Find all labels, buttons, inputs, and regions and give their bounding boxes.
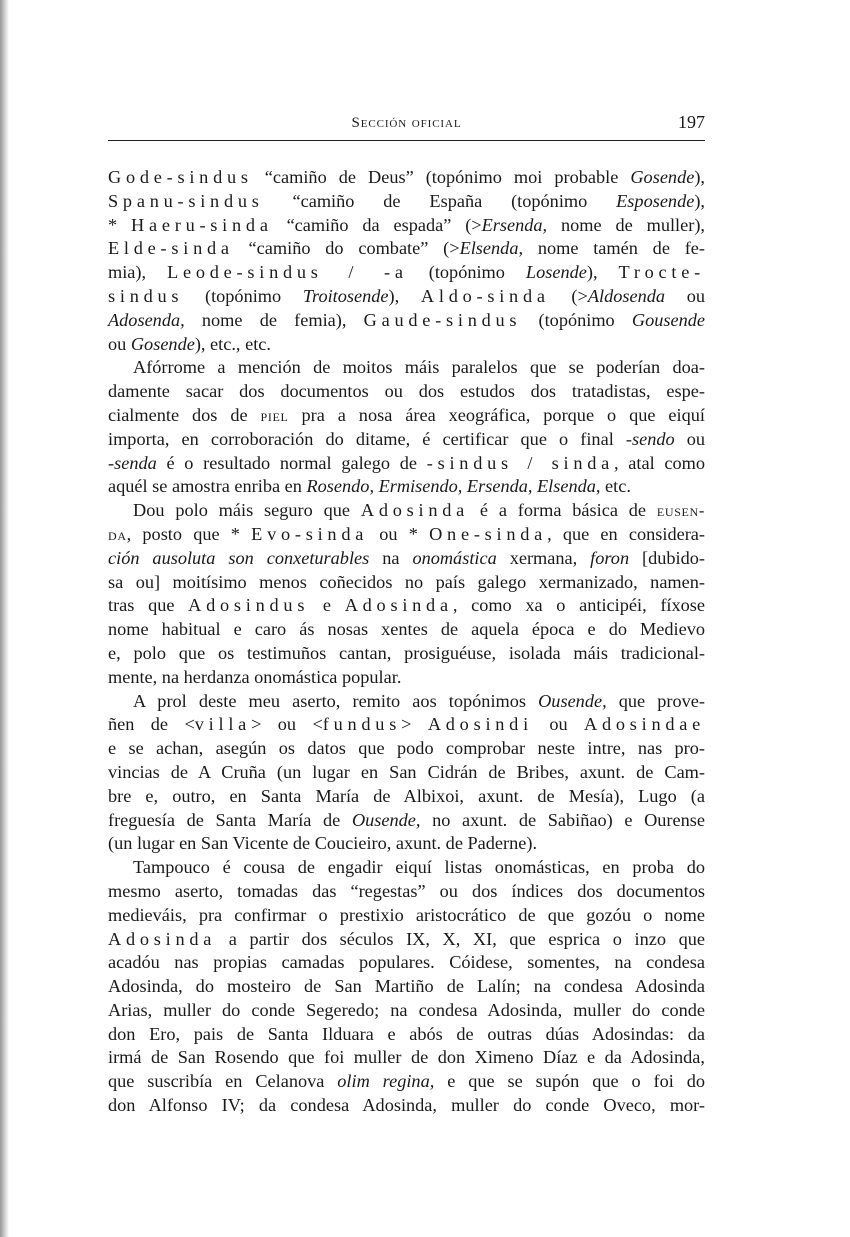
- italic-text: Esposende: [616, 190, 695, 211]
- text-line: [108, 571, 705, 595]
- spaced-text: Adosindae: [584, 714, 706, 735]
- italic-text: olim regina,: [337, 1071, 435, 1092]
- text: que prove-: [606, 690, 705, 711]
- text: *: [108, 214, 132, 235]
- text: Dou polo máis seguro que: [133, 500, 361, 521]
- text: Arias, muller do conde Segeredo; na condesa Adosinda, muller do conde: [108, 999, 705, 1020]
- text-line: [108, 166, 705, 190]
- text: (un lugar en San Vicente de Coucieiro, axunt. de Paderne).: [108, 833, 538, 854]
- text: freguesía de Santa María de: [108, 809, 352, 830]
- text: irmá de San Rosendo que foi muller de don Ximeno Díaz e da Adosinda,: [108, 1047, 705, 1068]
- text: don Alfonso IV; da condesa Adosinda, muller do conde Oveco, mor-: [108, 1095, 705, 1116]
- text: >: [401, 714, 428, 735]
- paragraph: [108, 166, 705, 356]
- text: (topónimo: [183, 285, 303, 306]
- text-line: [108, 594, 705, 618]
- text: ou: [532, 714, 584, 735]
- text: “camiño de España (topónimo: [263, 190, 617, 211]
- text: ou: [674, 428, 706, 449]
- text: é o resultado normal galego de: [156, 452, 427, 473]
- spaced-text: Adosinda: [360, 500, 470, 521]
- text-line: [108, 380, 705, 404]
- text-line: [108, 642, 705, 666]
- text: ou: [665, 285, 706, 306]
- spaced-text: Leode-sindus / -a: [167, 262, 408, 283]
- text: Tampouco é cousa de engadir eiquí listas onomásticas, en proba do: [133, 857, 705, 878]
- spaced-text: Elde-sinda: [108, 238, 234, 259]
- spaced-text: Aldo-sinda: [420, 285, 550, 306]
- text-line: [108, 999, 705, 1023]
- text: , como xa o anticipéi, fíxose: [452, 595, 705, 616]
- text: “camiño de Deus” (topónimo moi probable: [252, 167, 631, 187]
- text: etc.: [600, 476, 631, 497]
- spaced-text: sindus: [108, 285, 184, 306]
- header-rule: [108, 140, 705, 141]
- spaced-text: Adosinda: [344, 595, 453, 616]
- paragraph: [108, 690, 705, 857]
- italic-text: Losende: [525, 262, 587, 283]
- text: cialmente dos de: [108, 404, 261, 425]
- text: , posto que *: [126, 523, 252, 544]
- italic-text: Ousende,: [351, 809, 421, 830]
- text-line: [108, 475, 705, 499]
- italic-text: Ersenda,: [481, 214, 548, 235]
- text: nome tamén de fe-: [523, 238, 706, 259]
- text: medieváis, pra confirmar o prestixio aristocrático de que gozóu o nome: [108, 904, 705, 925]
- text: acadóu nas propias camadas populares. Cóidese, somentes, na condesa: [108, 952, 705, 973]
- text-line: [108, 285, 705, 309]
- text-line: [108, 309, 705, 333]
- paragraph: [108, 856, 705, 1118]
- text: > ou <: [251, 714, 323, 735]
- text-line: [108, 737, 705, 761]
- text: tras que: [108, 595, 189, 616]
- text: a partir dos séculos IX, X, XI, que esprica o inzo que: [216, 928, 705, 949]
- text: mia),: [108, 262, 168, 283]
- text-line: [108, 928, 705, 952]
- text: bre e, outro, en Santa María de Albixoi, axunt. de Mesía), Lugo (a: [108, 785, 705, 806]
- text: , que en considera-: [547, 523, 705, 544]
- text: é a forma básica de: [469, 500, 657, 521]
- spaced-text: Evo-sinda: [251, 523, 369, 544]
- text-line: [108, 809, 705, 833]
- text-line: [108, 1023, 705, 1047]
- text: nome habitual e caro ás nosas xentes de aquela época e do Medievo: [108, 619, 705, 640]
- text: ),: [586, 262, 619, 283]
- text-line: [108, 404, 705, 428]
- text: (>: [549, 285, 588, 306]
- italic-text: Gousende: [631, 309, 705, 330]
- page-number: 197: [678, 112, 705, 132]
- page-header: [108, 112, 705, 138]
- text: aquél se amostra enriba en: [108, 476, 307, 497]
- text: ),: [388, 285, 421, 306]
- text: e: [309, 595, 345, 616]
- text: que suscribía en Celanova: [108, 1071, 338, 1092]
- spaced-text: villa: [194, 714, 252, 735]
- text: ),: [694, 167, 705, 187]
- italic-text: Aldosenda: [587, 285, 666, 306]
- spaced-text: Adosinda: [108, 928, 217, 949]
- italic-text: ción ausoluta son conxeturables: [108, 547, 370, 568]
- text-line: [108, 356, 705, 380]
- italic-text: Ousende,: [538, 690, 607, 711]
- text-line: [108, 547, 705, 571]
- spaced-text: Gaude-sindus: [363, 309, 522, 330]
- text-line: [108, 261, 705, 285]
- text-line: [108, 1094, 705, 1118]
- text: [dubido-: [629, 547, 706, 568]
- text-line: [108, 713, 705, 737]
- text-line: [108, 523, 705, 547]
- text: A prol deste meu aserto, remito aos topónimos: [133, 690, 539, 711]
- text-line: [108, 452, 705, 476]
- text: e, polo que os testimuños cantan, prosiguéuse, isolada máis tradicional-: [108, 642, 705, 663]
- italic-text: Troitosende: [302, 285, 389, 306]
- italic-text: foron: [590, 547, 630, 568]
- spaced-text: Gode-sindus: [108, 167, 253, 187]
- spaced-text: -sindus / sinda: [426, 452, 615, 473]
- text: (topónimo: [407, 262, 526, 283]
- text-line: [108, 880, 705, 904]
- text: importa, en corroboración do ditame, é certificar que o final: [108, 428, 626, 449]
- text: na: [369, 547, 413, 568]
- text: ñen de <: [108, 714, 195, 735]
- text: mesmo aserto, tomadas das “regestas” ou dos índices dos documentos: [108, 880, 705, 901]
- paragraph: [108, 499, 705, 689]
- text: ou: [108, 333, 131, 354]
- text: , atal como: [614, 452, 706, 473]
- text: “camiño do combate” (>: [233, 238, 460, 259]
- text: nome de femia),: [184, 309, 364, 330]
- text: damente sacar dos documentos ou dos estudos dos tratadistas, espe-: [108, 381, 705, 402]
- text-line: [108, 975, 705, 999]
- text: ou *: [368, 523, 430, 544]
- italic-text: Adosenda,: [108, 309, 185, 330]
- italic-text: Gosende: [130, 333, 195, 354]
- text-line: [108, 666, 705, 690]
- text-line: [108, 761, 705, 785]
- italic-text: Gosende: [630, 167, 695, 187]
- text: ), etc., etc.: [194, 333, 271, 354]
- text: e que se supón que o foi do: [434, 1071, 706, 1092]
- text-line: [108, 214, 705, 238]
- text: vincias de A Cruña (un lugar en San Cidrán de Bribes, axunt. de Cam-: [108, 761, 705, 782]
- text: nome de muller),: [547, 214, 705, 235]
- body-text: [108, 166, 705, 1118]
- text-line: [108, 690, 705, 714]
- small-caps-text: piel: [260, 405, 289, 425]
- text: mente, na herdanza onomástica popular.: [108, 666, 402, 687]
- text: xermana,: [496, 547, 591, 568]
- text-line: [108, 190, 705, 214]
- spaced-text: Adosindi: [427, 714, 533, 735]
- spaced-text: fundus: [322, 714, 402, 735]
- paragraph: [108, 356, 705, 499]
- spaced-text: Haeru-sinda: [131, 214, 273, 235]
- text-line: [108, 785, 705, 809]
- small-caps-text: da: [108, 524, 127, 544]
- italic-text: -sendo: [625, 428, 675, 449]
- text: Adosinda, do mosteiro de San Martiño de Lalín; na condesa Adosinda: [108, 976, 705, 997]
- text: Afórrome a mención de moitos máis paralelos que se poderían doa-: [133, 357, 705, 378]
- small-caps-text: eusen-: [656, 501, 706, 521]
- text: (topónimo: [521, 309, 632, 330]
- text: “camiño da espada” (>: [272, 214, 482, 235]
- text: sa ou] moitísimo menos coñecidos no país galego xermanizado, namen-: [108, 571, 705, 592]
- running-title: Sección oficial: [351, 115, 462, 131]
- text-line: [108, 856, 705, 880]
- text-line: [108, 951, 705, 975]
- text: no axunt. de Sabiñao) e Ourense: [420, 809, 706, 830]
- spaced-text: Trocte-: [618, 262, 705, 283]
- spaced-text: Spanu-sindus: [108, 190, 264, 211]
- italic-text: Rosendo, Ermisendo, Ersenda, Elsenda,: [306, 476, 601, 497]
- spaced-text: Adosindus: [188, 595, 310, 616]
- text-line: [108, 904, 705, 928]
- text: ),: [694, 190, 705, 211]
- text: e se achan, asegún os datos que podo comprobar neste intre, nas pro-: [108, 738, 705, 759]
- text-line: [108, 237, 705, 261]
- text: pra a nosa área xeográfica, porque o que eiquí: [288, 404, 705, 425]
- text-line: [108, 1070, 705, 1094]
- text: don Ero, pais de Santa Ilduara e abós de outras dúas Adosindas: da: [108, 1023, 705, 1044]
- scan-edge-shadow: [0, 0, 9, 1237]
- text-line: [108, 832, 705, 856]
- text-line: [108, 499, 705, 523]
- spaced-text: One-sinda: [429, 523, 548, 544]
- text-line: [108, 428, 705, 452]
- text-line: [108, 333, 705, 357]
- text-line: [108, 618, 705, 642]
- italic-text: -senda: [108, 452, 157, 473]
- text-line: [108, 1046, 705, 1070]
- italic-text: onomástica: [412, 547, 497, 568]
- italic-text: Elsenda,: [459, 238, 524, 259]
